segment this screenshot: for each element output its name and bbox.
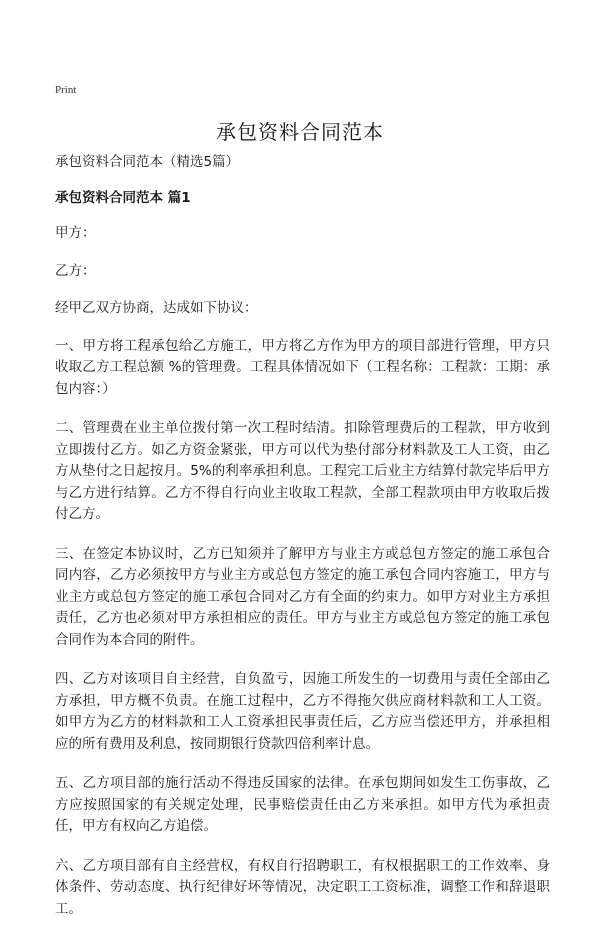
page-title: 承包资料合同范本 (216, 120, 384, 144)
clause-paragraph-5: 五、乙方项目部的施行活动不得违反国家的法律。在承包期间如发生工伤事故，乙方应按照国家的有关规定处理，民事赔偿责任由乙方来承担。如甲方代为承担责任，甲方有权向乙方追偿。 (55, 775, 550, 834)
intro-paragraph: 经甲乙双方协商，达成如下协议： (55, 300, 258, 316)
clause-paragraph-3: 三、在签定本协议时，乙方已知须并了解甲方与业主方或总包方签定的施工承包合同内容，乙方必须按甲方与业主方或总包方签定的施工承包合同内容施工，甲方与业主方或总包方签定的施工承包合同对乙方有全面的约束力。如甲方对业主方承担责任，乙方也必须对甲方承担相应的责任。甲方与业主方或总包方签定的施工承包合同作为本合同的附件。 (55, 545, 550, 648)
clause-paragraph-4: 四、乙方对该项目自主经营，自负盈亏，因施工所发生的一切费用与责任全部由乙方承担，甲方概不负责。在施工过程中，乙方不得拖欠供应商材料款和工人工资。如甲方为乙方的材料款和工人工资承担民事责任后，乙方应当偿还甲方，并承担相应的所有费用及利息，按同期银行贷款四倍利率计息。 (55, 671, 550, 752)
clause-paragraph-2: 二、管理费在业主单位拨付第一次工程时结清。扣除管理费后的工程款，甲方收到立即拨付乙方。如乙方资金紧张，甲方可以代为垫付部分材料款及工人工资，由乙方从垫付之日起按月。5%的利率承担利息。工程完工后业主方结算付款完毕后甲方与乙方进行结算。乙方不得自行向业主收取工程款，全部工程款项由甲方收取后拨付乙方。 (55, 420, 550, 522)
clause-paragraph-1: 一、甲方将工程承包给乙方施工，甲方将乙方作为甲方的项目部进行管理，甲方只收取乙方工程总额 %的管理费。工程具体情况如下（工程名称：工程款：工期：承包内容：） (55, 337, 550, 397)
section-heading: 承包资料合同范本 篇1 (55, 189, 191, 206)
document-body (55, 152, 550, 938)
party-a-field: 甲方： (55, 225, 96, 241)
print-label: Print (55, 84, 77, 96)
clause-paragraph-6: 六、乙方项目部有自主经营权，有权自行招聘职工，有权根据职工的工作效率、身体条件、劳动态度、执行纪律好坏等情况，决定职工工资标准，调整工作和辞退职工。 (55, 857, 550, 917)
party-b-field: 乙方： (55, 262, 96, 279)
document-subtitle: 承包资料合同范本（精选5篇） (55, 154, 240, 170)
